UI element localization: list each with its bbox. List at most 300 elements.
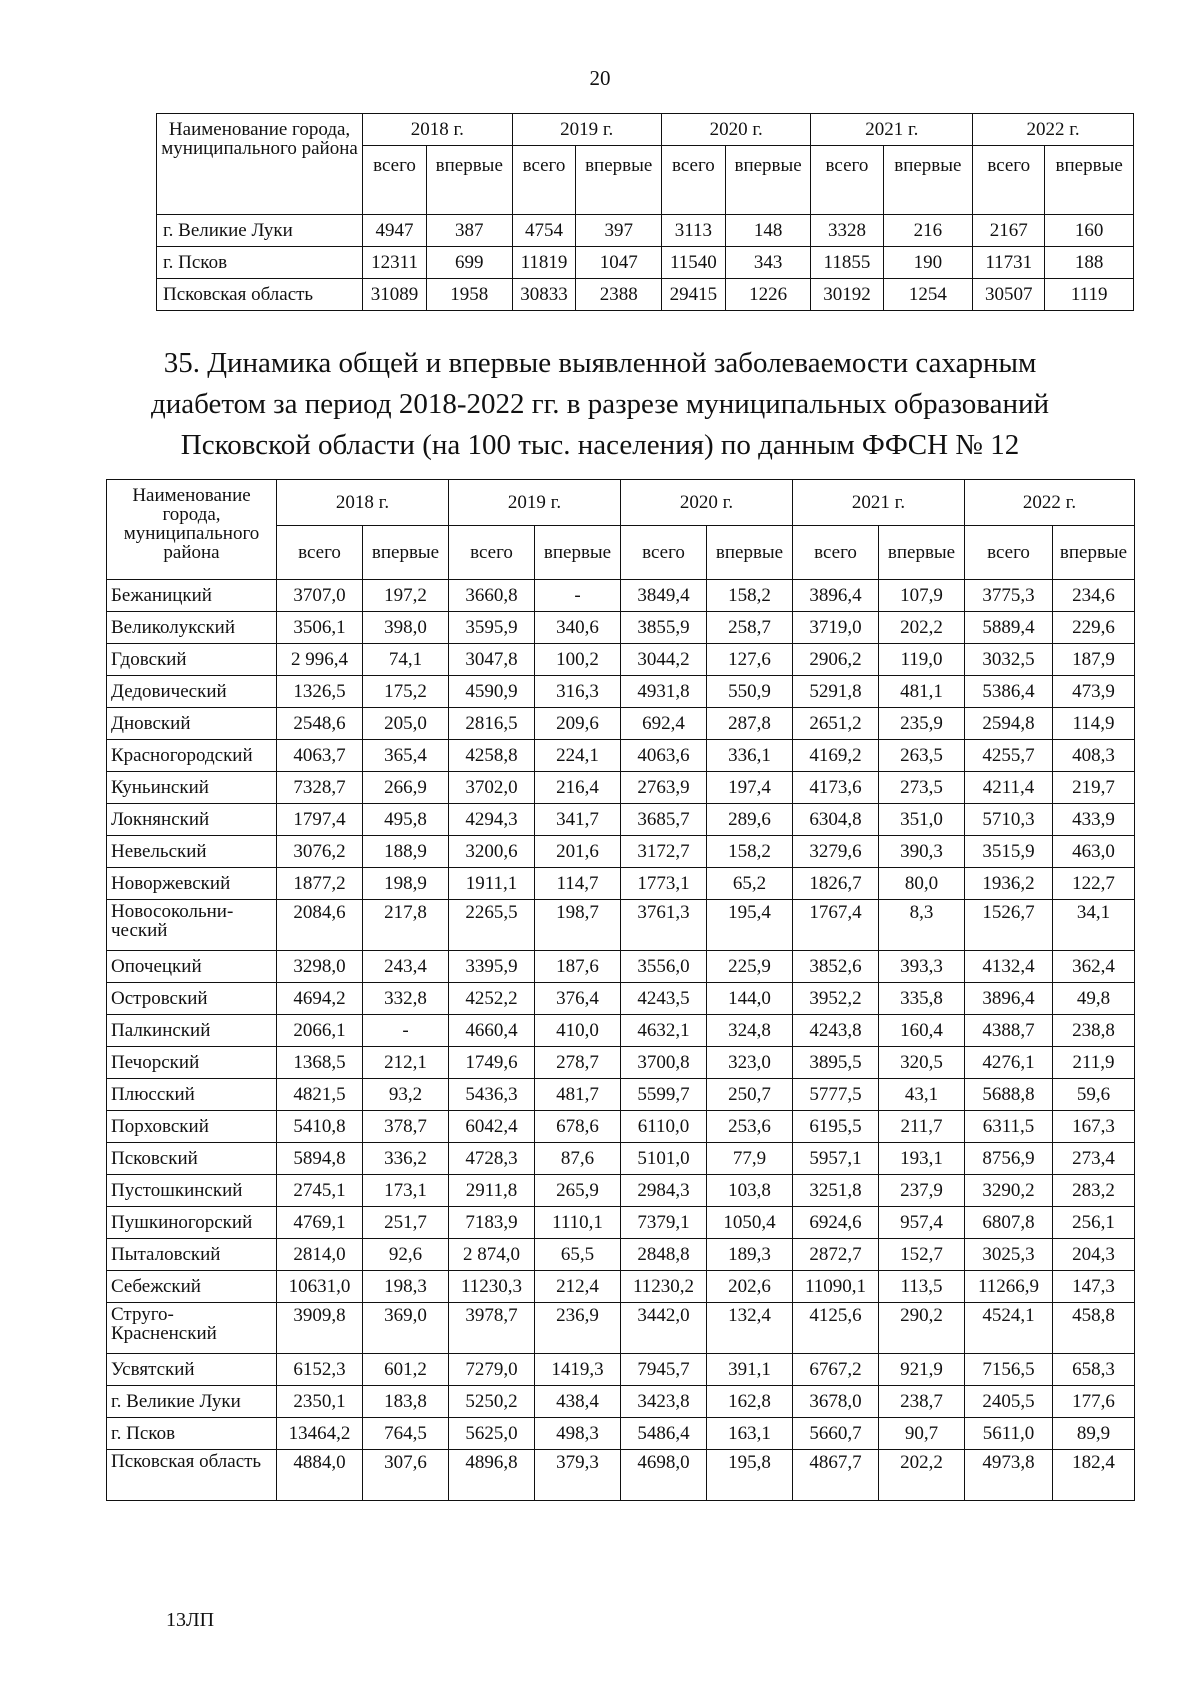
value-cell: 256,1 (1053, 1207, 1135, 1239)
row-name-cell: г. Псков (157, 247, 363, 279)
table-row (107, 1111, 1135, 1143)
value-cell: 5777,5 (793, 1079, 879, 1111)
value-cell: 4276,1 (965, 1047, 1053, 1079)
header-year-cell: 2022 г. (965, 480, 1135, 526)
value-cell: 550,9 (707, 676, 793, 708)
value-cell: 3279,6 (793, 836, 879, 868)
value-cell: 2084,6 (277, 900, 363, 951)
header-row-years (107, 480, 1135, 526)
value-cell: 198,7 (535, 900, 621, 951)
value-cell: 6110,0 (621, 1111, 707, 1143)
row-name-cell: Дновский (107, 708, 277, 740)
value-cell: 160 (1045, 215, 1134, 247)
value-cell: 1773,1 (621, 868, 707, 900)
table-row (157, 215, 1134, 247)
value-cell: 190 (883, 247, 973, 279)
value-cell: 144,0 (707, 983, 793, 1015)
row-name-cell: Пыталовский (107, 1239, 277, 1271)
header-new-cell: впервые (363, 526, 449, 580)
value-cell: 8756,9 (965, 1143, 1053, 1175)
header-total-cell: всего (965, 526, 1053, 580)
value-cell: 307,6 (363, 1450, 449, 1501)
value-cell: 1368,5 (277, 1047, 363, 1079)
value-cell: 11090,1 (793, 1271, 879, 1303)
value-cell: 4243,8 (793, 1015, 879, 1047)
value-cell: 2814,0 (277, 1239, 363, 1271)
value-cell: 216 (883, 215, 973, 247)
value-cell: 764,5 (363, 1418, 449, 1450)
value-cell: 458,8 (1053, 1303, 1135, 1354)
row-name-cell: Печорский (107, 1047, 277, 1079)
value-cell: 147,3 (1053, 1271, 1135, 1303)
value-cell: 351,0 (879, 804, 965, 836)
table-row (107, 1418, 1135, 1450)
value-cell: 1050,4 (707, 1207, 793, 1239)
title-line-1: 35. Динамика общей и впервые выявленной заболеваемости сахарным (163, 347, 1037, 379)
value-cell: 3044,2 (621, 644, 707, 676)
value-cell: 193,1 (879, 1143, 965, 1175)
header-new-cell: впервые (427, 146, 513, 215)
value-cell: 2405,5 (965, 1386, 1053, 1418)
value-cell: 6042,4 (449, 1111, 535, 1143)
value-cell: 11230,2 (621, 1271, 707, 1303)
value-cell: 473,9 (1053, 676, 1135, 708)
value-cell: 320,5 (879, 1047, 965, 1079)
value-cell: 7328,7 (277, 772, 363, 804)
value-cell: 183,8 (363, 1386, 449, 1418)
value-cell: 238,8 (1053, 1015, 1135, 1047)
value-cell: 34,1 (1053, 900, 1135, 951)
value-cell: 4294,3 (449, 804, 535, 836)
value-cell: 463,0 (1053, 836, 1135, 868)
value-cell: 287,8 (707, 708, 793, 740)
table-row (107, 1239, 1135, 1271)
value-cell: 234,6 (1053, 580, 1135, 612)
value-cell: 100,2 (535, 644, 621, 676)
value-cell: 3113 (661, 215, 725, 247)
table-row (107, 1450, 1135, 1501)
value-cell: 175,2 (363, 676, 449, 708)
row-name-cell: Опочецкий (107, 951, 277, 983)
value-cell: 211,9 (1053, 1047, 1135, 1079)
value-cell: 4728,3 (449, 1143, 535, 1175)
value-cell: 3895,5 (793, 1047, 879, 1079)
header-year-cell: 2018 г. (277, 480, 449, 526)
value-cell: 3032,5 (965, 644, 1053, 676)
value-cell: 152,7 (879, 1239, 965, 1271)
value-cell: 198,9 (363, 868, 449, 900)
row-name-cell: Дедовичеcкий (107, 676, 277, 708)
row-name-cell: Порховский (107, 1111, 277, 1143)
value-cell: 601,2 (363, 1354, 449, 1386)
value-cell: 3290,2 (965, 1175, 1053, 1207)
value-cell: 336,1 (707, 740, 793, 772)
row-name-cell: Новосокольни-ческий (107, 900, 277, 951)
value-cell: 376,4 (535, 983, 621, 1015)
table-row (107, 900, 1135, 951)
value-cell: 1226 (725, 279, 811, 311)
value-cell: 2872,7 (793, 1239, 879, 1271)
value-cell: 5599,7 (621, 1079, 707, 1111)
table-row (107, 1303, 1135, 1354)
header-name-cell: Наименование города, муниципального района (157, 114, 363, 215)
value-cell: 2350,1 (277, 1386, 363, 1418)
header-total-cell: всего (512, 146, 576, 215)
value-cell: 160,4 (879, 1015, 965, 1047)
value-cell: 204,3 (1053, 1239, 1135, 1271)
header-new-cell: впервые (879, 526, 965, 580)
value-cell: 335,8 (879, 983, 965, 1015)
value-cell: 2 874,0 (449, 1239, 535, 1271)
row-name-cell: г. Великие Луки (107, 1386, 277, 1418)
value-cell: 3849,4 (621, 580, 707, 612)
table-row (107, 983, 1135, 1015)
value-cell: 49,8 (1053, 983, 1135, 1015)
row-name-cell: Палкинский (107, 1015, 277, 1047)
value-cell: 237,9 (879, 1175, 965, 1207)
value-cell: 3660,8 (449, 580, 535, 612)
value-cell: 6924,6 (793, 1207, 879, 1239)
value-cell: 238,7 (879, 1386, 965, 1418)
value-cell: 4169,2 (793, 740, 879, 772)
table-row (107, 740, 1135, 772)
value-cell: 173,1 (363, 1175, 449, 1207)
value-cell: 3251,8 (793, 1175, 879, 1207)
value-cell: 4973,8 (965, 1450, 1053, 1501)
header-year-cell: 2022 г. (973, 114, 1134, 146)
value-cell: 11819 (512, 247, 576, 279)
value-cell: 74,1 (363, 644, 449, 676)
table-row (107, 708, 1135, 740)
row-name-cell: Невельский (107, 836, 277, 868)
value-cell: 7156,5 (965, 1354, 1053, 1386)
value-cell: 187,6 (535, 951, 621, 983)
header-total-cell: всего (449, 526, 535, 580)
value-cell: 658,3 (1053, 1354, 1135, 1386)
value-cell: 1877,2 (277, 868, 363, 900)
value-cell: 251,7 (363, 1207, 449, 1239)
value-cell: 2265,5 (449, 900, 535, 951)
value-cell: 202,2 (879, 612, 965, 644)
header-total-cell: всего (811, 146, 883, 215)
value-cell: 3328 (811, 215, 883, 247)
value-cell: 4867,7 (793, 1450, 879, 1501)
value-cell: 332,8 (363, 983, 449, 1015)
value-cell: 5386,4 (965, 676, 1053, 708)
value-cell: 6311,5 (965, 1111, 1053, 1143)
value-cell: 378,7 (363, 1111, 449, 1143)
value-cell: 390,3 (879, 836, 965, 868)
value-cell: 187,9 (1053, 644, 1135, 676)
value-cell: 398,0 (363, 612, 449, 644)
value-cell: 225,9 (707, 951, 793, 983)
value-cell: 4063,6 (621, 740, 707, 772)
value-cell: 365,4 (363, 740, 449, 772)
value-cell: 316,3 (535, 676, 621, 708)
value-cell: 336,2 (363, 1143, 449, 1175)
header-total-cell: всего (661, 146, 725, 215)
value-cell: 209,6 (535, 708, 621, 740)
value-cell: 122,7 (1053, 868, 1135, 900)
value-cell: 3775,3 (965, 580, 1053, 612)
value-cell: 93,2 (363, 1079, 449, 1111)
value-cell: 7945,7 (621, 1354, 707, 1386)
row-name-cell: Куньинский (107, 772, 277, 804)
value-cell: - (535, 580, 621, 612)
title-line-3: Псковской области (на 100 тыс. населения) по данным ФФСН № 12 (180, 429, 1020, 461)
value-cell: 2763,9 (621, 772, 707, 804)
value-cell: 4896,8 (449, 1450, 535, 1501)
value-cell: 5625,0 (449, 1418, 535, 1450)
value-cell: 495,8 (363, 804, 449, 836)
value-cell: 188 (1045, 247, 1134, 279)
value-cell: 410,0 (535, 1015, 621, 1047)
value-cell: 87,6 (535, 1143, 621, 1175)
table-row (157, 279, 1134, 311)
value-cell: 158,2 (707, 836, 793, 868)
value-cell: 167,3 (1053, 1111, 1135, 1143)
value-cell: 4698,0 (621, 1450, 707, 1501)
header-new-cell: впервые (707, 526, 793, 580)
value-cell: 10631,0 (277, 1271, 363, 1303)
diabetes-incidence-table (106, 479, 1135, 1501)
table-row (107, 1143, 1135, 1175)
header-year-cell: 2020 г. (621, 480, 793, 526)
value-cell: 4694,2 (277, 983, 363, 1015)
row-name-cell: Великолукский (107, 612, 277, 644)
value-cell: 212,1 (363, 1047, 449, 1079)
value-cell: - (363, 1015, 449, 1047)
value-cell: 1826,7 (793, 868, 879, 900)
value-cell: 65,5 (535, 1239, 621, 1271)
table-row (107, 1354, 1135, 1386)
value-cell: 2984,3 (621, 1175, 707, 1207)
table-row (107, 1079, 1135, 1111)
value-cell: 4125,6 (793, 1303, 879, 1354)
header-total-cell: всего (277, 526, 363, 580)
value-cell: 481,1 (879, 676, 965, 708)
value-cell: 189,3 (707, 1239, 793, 1271)
row-name-cell: Новоржевский (107, 868, 277, 900)
value-cell: 1047 (576, 247, 662, 279)
row-name-cell: Псковская область (157, 279, 363, 311)
value-cell: 65,2 (707, 868, 793, 900)
top-continuation-table (156, 113, 1134, 311)
value-cell: 3298,0 (277, 951, 363, 983)
value-cell: 158,2 (707, 580, 793, 612)
value-cell: 3556,0 (621, 951, 707, 983)
value-cell: 11230,3 (449, 1271, 535, 1303)
value-cell: 3702,0 (449, 772, 535, 804)
value-cell: 5688,8 (965, 1079, 1053, 1111)
value-cell: 6304,8 (793, 804, 879, 836)
table-row (107, 644, 1135, 676)
value-cell: 195,8 (707, 1450, 793, 1501)
value-cell: 6152,3 (277, 1354, 363, 1386)
value-cell: 201,6 (535, 836, 621, 868)
header-total-cell: всего (793, 526, 879, 580)
value-cell: 369,0 (363, 1303, 449, 1354)
value-cell: 5486,4 (621, 1418, 707, 1450)
value-cell: 216,4 (535, 772, 621, 804)
value-cell: 2816,5 (449, 708, 535, 740)
header-new-cell: впервые (576, 146, 662, 215)
header-year-cell: 2019 г. (449, 480, 621, 526)
value-cell: 323,0 (707, 1047, 793, 1079)
value-cell: 92,6 (363, 1239, 449, 1271)
value-cell: 4211,4 (965, 772, 1053, 804)
value-cell: 391,1 (707, 1354, 793, 1386)
value-cell: 4524,1 (965, 1303, 1053, 1354)
value-cell: 1911,1 (449, 868, 535, 900)
value-cell: 290,2 (879, 1303, 965, 1354)
value-cell: 1254 (883, 279, 973, 311)
value-cell: 3076,2 (277, 836, 363, 868)
header-new-cell: впервые (883, 146, 973, 215)
value-cell: 1958 (427, 279, 513, 311)
value-cell: 2848,8 (621, 1239, 707, 1271)
table-row (107, 612, 1135, 644)
value-cell: 30833 (512, 279, 576, 311)
value-cell: 211,7 (879, 1111, 965, 1143)
row-name-cell: Псковская область (107, 1450, 277, 1501)
row-name-cell: г. Псков (107, 1418, 277, 1450)
value-cell: 11266,9 (965, 1271, 1053, 1303)
header-new-cell: впервые (1053, 526, 1135, 580)
value-cell: 6767,2 (793, 1354, 879, 1386)
value-cell: 3515,9 (965, 836, 1053, 868)
value-cell: 678,6 (535, 1111, 621, 1143)
row-name-cell: Гдовский (107, 644, 277, 676)
value-cell: 7183,9 (449, 1207, 535, 1239)
value-cell: 219,7 (1053, 772, 1135, 804)
value-cell: 341,7 (535, 804, 621, 836)
value-cell: 324,8 (707, 1015, 793, 1047)
table-row (107, 1271, 1135, 1303)
value-cell: 921,9 (879, 1354, 965, 1386)
value-cell: 387 (427, 215, 513, 247)
value-cell: 59,6 (1053, 1079, 1135, 1111)
value-cell: 1797,4 (277, 804, 363, 836)
row-name-cell: Струго-Красненский (107, 1303, 277, 1354)
value-cell: 263,5 (879, 740, 965, 772)
value-cell: 132,4 (707, 1303, 793, 1354)
value-cell: 77,9 (707, 1143, 793, 1175)
value-cell: 5291,8 (793, 676, 879, 708)
header-row-years (157, 114, 1134, 146)
value-cell: 30192 (811, 279, 883, 311)
value-cell: 5611,0 (965, 1418, 1053, 1450)
value-cell: 163,1 (707, 1418, 793, 1450)
value-cell: 2066,1 (277, 1015, 363, 1047)
header-year-cell: 2018 г. (363, 114, 512, 146)
value-cell: 4769,1 (277, 1207, 363, 1239)
value-cell: 1526,7 (965, 900, 1053, 951)
value-cell: 3952,2 (793, 983, 879, 1015)
value-cell: 29415 (661, 279, 725, 311)
table-row (107, 951, 1135, 983)
table-row (107, 676, 1135, 708)
row-name-cell: Локнянский (107, 804, 277, 836)
value-cell: 481,7 (535, 1079, 621, 1111)
value-cell: 4884,0 (277, 1450, 363, 1501)
value-cell: 1419,3 (535, 1354, 621, 1386)
value-cell: 2388 (576, 279, 662, 311)
value-cell: 265,9 (535, 1175, 621, 1207)
table-row (107, 1175, 1135, 1207)
value-cell: 283,2 (1053, 1175, 1135, 1207)
value-cell: 289,6 (707, 804, 793, 836)
value-cell: 90,7 (879, 1418, 965, 1450)
header-year-cell: 2020 г. (661, 114, 810, 146)
value-cell: 3442,0 (621, 1303, 707, 1354)
value-cell: 3855,9 (621, 612, 707, 644)
table-row (107, 580, 1135, 612)
value-cell: 253,6 (707, 1111, 793, 1143)
value-cell: 5101,0 (621, 1143, 707, 1175)
value-cell: 197,2 (363, 580, 449, 612)
value-cell: 11855 (811, 247, 883, 279)
value-cell: 3678,0 (793, 1386, 879, 1418)
value-cell: 278,7 (535, 1047, 621, 1079)
value-cell: 205,0 (363, 708, 449, 740)
value-cell: 195,4 (707, 900, 793, 951)
value-cell: 1749,6 (449, 1047, 535, 1079)
value-cell: 243,4 (363, 951, 449, 983)
row-name-cell: Усвятский (107, 1354, 277, 1386)
value-cell: 343 (725, 247, 811, 279)
value-cell: 692,4 (621, 708, 707, 740)
value-cell: 31089 (363, 279, 427, 311)
value-cell: 6807,8 (965, 1207, 1053, 1239)
value-cell: 8,3 (879, 900, 965, 951)
value-cell: 4754 (512, 215, 576, 247)
value-cell: 4063,7 (277, 740, 363, 772)
value-cell: 3172,7 (621, 836, 707, 868)
value-cell: 433,9 (1053, 804, 1135, 836)
row-name-cell: Красногородский (107, 740, 277, 772)
value-cell: 188,9 (363, 836, 449, 868)
value-cell: 4632,1 (621, 1015, 707, 1047)
row-name-cell: г. Великие Луки (157, 215, 363, 247)
value-cell: 957,4 (879, 1207, 965, 1239)
value-cell: 438,4 (535, 1386, 621, 1418)
header-year-cell: 2021 г. (793, 480, 965, 526)
value-cell: 11540 (661, 247, 725, 279)
value-cell: 258,7 (707, 612, 793, 644)
value-cell: 103,8 (707, 1175, 793, 1207)
value-cell: 5889,4 (965, 612, 1053, 644)
value-cell: 273,4 (1053, 1143, 1135, 1175)
value-cell: 3395,9 (449, 951, 535, 983)
value-cell: 4255,7 (965, 740, 1053, 772)
value-cell: 80,0 (879, 868, 965, 900)
value-cell: 89,9 (1053, 1418, 1135, 1450)
row-name-cell: Плюсский (107, 1079, 277, 1111)
value-cell: 212,4 (535, 1271, 621, 1303)
value-cell: 1936,2 (965, 868, 1053, 900)
table-row (107, 868, 1135, 900)
title-line-2: диабетом за период 2018-2022 гг. в разрезе муниципальных образований (150, 388, 1050, 420)
value-cell: 408,3 (1053, 740, 1135, 772)
value-cell: 3896,4 (965, 983, 1053, 1015)
row-name-cell: Бежаницкий (107, 580, 277, 612)
value-cell: 197,4 (707, 772, 793, 804)
value-cell: 5250,2 (449, 1386, 535, 1418)
table-row (107, 1047, 1135, 1079)
value-cell: 43,1 (879, 1079, 965, 1111)
value-cell: 119,0 (879, 644, 965, 676)
